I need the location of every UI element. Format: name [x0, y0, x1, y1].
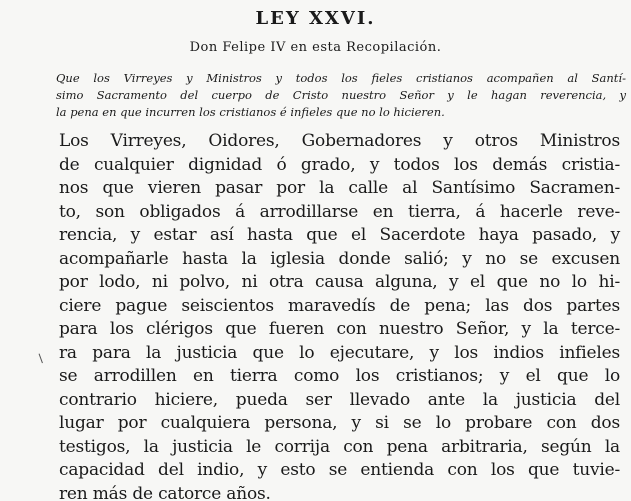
body-line: to, son obligados á arrodillarse en tierra, á hacerle reve-	[59, 201, 620, 222]
body-line: rencia, y estar así hasta que el Sacerdote haya pasado, y	[59, 225, 620, 245]
body-line: contrario hiciere, pueda ser llevado ante la justicia del	[59, 389, 620, 410]
body-line: de cualquier dignidad ó grado, y todos los demás cristia-	[59, 154, 620, 175]
law-summary	[56, 70, 626, 121]
summary-line: Que los Virreyes y Ministros y todos los fieles cristianos acompañen al Santí-	[56, 71, 626, 85]
margin-mark	[39, 351, 51, 363]
law-attribution: Don Felipe IV en esta Recopilación.	[189, 40, 442, 55]
body-line: para los clérigos que fueren con nuestro Señor, y la terce-	[59, 319, 620, 339]
body-line: ra para la justicia que lo ejecutare, y los indios infieles	[59, 342, 620, 363]
body-line: ren más de catorce años.	[59, 483, 271, 501]
body-line: ciere pague seiscientos maravedís de pena; las dos partes	[59, 295, 620, 316]
body-line: nos que vieren pasar por la calle al Santísimo Sacramen-	[59, 178, 620, 198]
body-line: acompañarle hasta la iglesia donde salió; y no se excusen	[59, 248, 620, 269]
law-body	[59, 130, 620, 501]
law-heading: LEY XXVI.	[255, 8, 376, 29]
summary-line: la pena en que incurren los cristianos é infieles que no lo hicieren.	[56, 105, 445, 119]
body-line: testigos, la justicia le corrija con pena arbitraria, según la	[59, 436, 620, 457]
body-line: capacidad del indio, y esto se entienda con los que tuvie-	[59, 460, 620, 480]
body-line: lugar por cualquiera persona, y si se lo probare con dos	[59, 413, 620, 433]
body-line: por lodo, ni polvo, ni otra causa alguna, y el que no lo hi-	[59, 272, 620, 292]
body-line: Los Virreyes, Oidores, Gobernadores y otros Ministros	[59, 131, 620, 151]
summary-line: simo Sacramento del cuerpo de Cristo nuestro Señor y le hagan reverencia, y	[56, 88, 626, 102]
body-line: se arrodillen en tierra como los cristianos; y el que lo	[59, 366, 620, 386]
